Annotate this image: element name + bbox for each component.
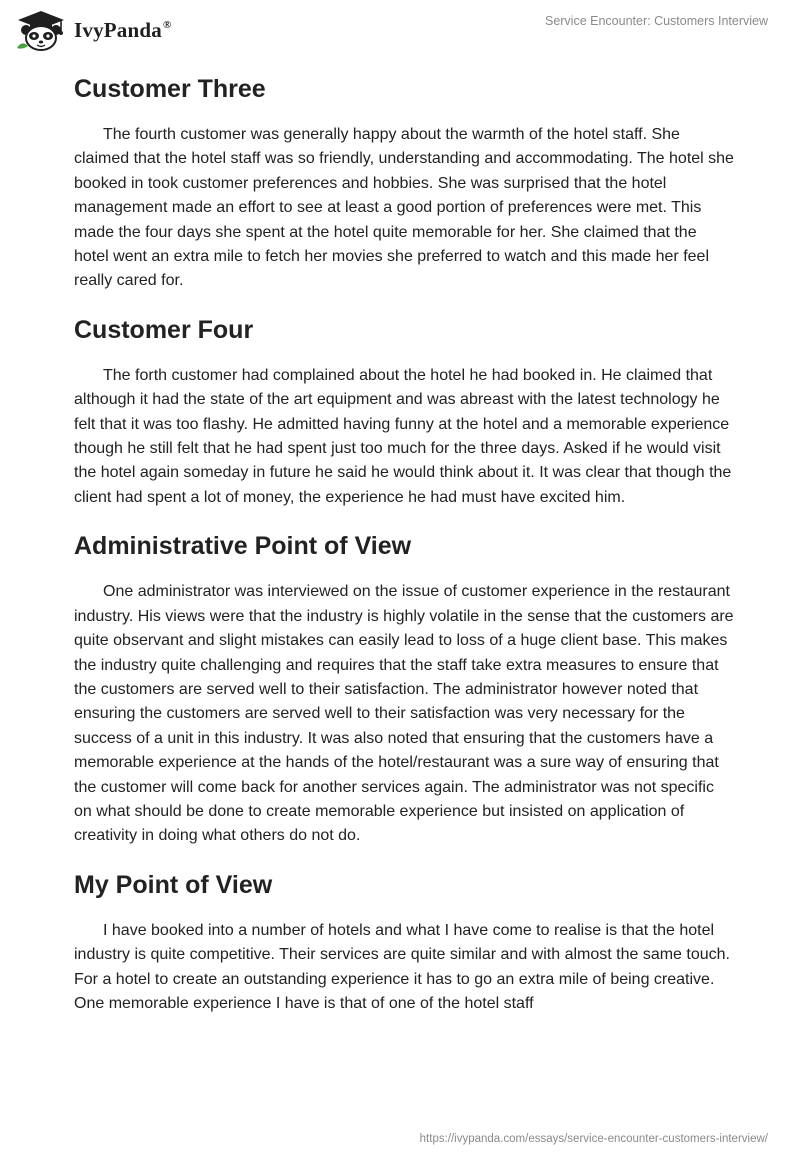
- section-customer-three: [74, 71, 734, 294]
- section-customer-four: [74, 312, 734, 510]
- section-paragraph: I have booked into a number of hotels and what I have come to realise is that the hotel industry is quite competitive. Their services are quite similar and with almost the same touch. For a hotel to create an outstanding experience it has to go an extra mile of being creative. One memorable experience I have is that of one of the hotel staff: [74, 921, 730, 1012]
- section-administrative-view: [74, 528, 734, 848]
- section-heading: Customer Four: [74, 315, 254, 344]
- section-heading: Administrative Point of View: [74, 532, 412, 561]
- section-paragraph: The forth customer had complained about the hotel he had booked in. He claimed that although it had the state of the art equipment and was abreast with the latest technology he felt that it was too flashy. He admitted having funny at the hotel and a memorable experience though he still felt that he had spent just too much for the three days. Asked if he would visit the hotel again someday in future he said he would think about it. It was clear that though the client had spent a lot of money, the experience he had must have excited him.: [74, 366, 732, 506]
- brand-name: IvyPanda®: [74, 17, 172, 42]
- essay-content: [74, 70, 734, 1016]
- section-paragraph: The fourth customer was generally happy about the warmth of the hotel staff. She claimed that the hotel staff was so friendly, understanding and accommodating. The hotel she booked in took customer preferences and hobbies. She was surprised that the hotel management made an effort to see at least a good portion of preferences were met. This made the four days she spent at the hotel quite memorable for her. She claimed that the hotel went an extra mile to fetch her movies she preferred to watch and this made her feel really cared for.: [74, 126, 734, 290]
- section-heading: Customer Three: [74, 75, 266, 103]
- source-url[interactable]: https://ivypanda.com/essays/service-encounter-customers-interview/: [419, 1133, 768, 1145]
- panda-graduate-logo-icon: [14, 8, 68, 52]
- section-my-view: [74, 867, 734, 1017]
- page-header: [0, 0, 800, 60]
- section-heading: My Point of View: [74, 870, 273, 899]
- ivypanda-logo[interactable]: [14, 8, 171, 52]
- section-paragraph: One administrator was interviewed on the issue of customer experience in the restaurant industry. His views were that the industry is highly volatile in the sense that the customers are quite observant and slight mistakes can easily lead to loss of a huge client base. This makes the industry quite challenging and requires that the staff take extra measures to ensure that the customers are served well to their satisfaction. The administrator however noted that ensuring the customers are served well to their satisfaction was very necessary for the success of a unit in this industry. It was also noted that ensuring that the customers have a memorable experience at the hands of the hotel/restaurant was a sure way of ensuring that the customer will come back for another services again. The administrator was not specific on what should be done to create memorable experience but insisted on application of creativity in doing what others do not do.: [74, 583, 734, 845]
- document-title: Service Encounter: Customers Interview: [544, 14, 768, 28]
- registered-mark: ®: [162, 18, 172, 31]
